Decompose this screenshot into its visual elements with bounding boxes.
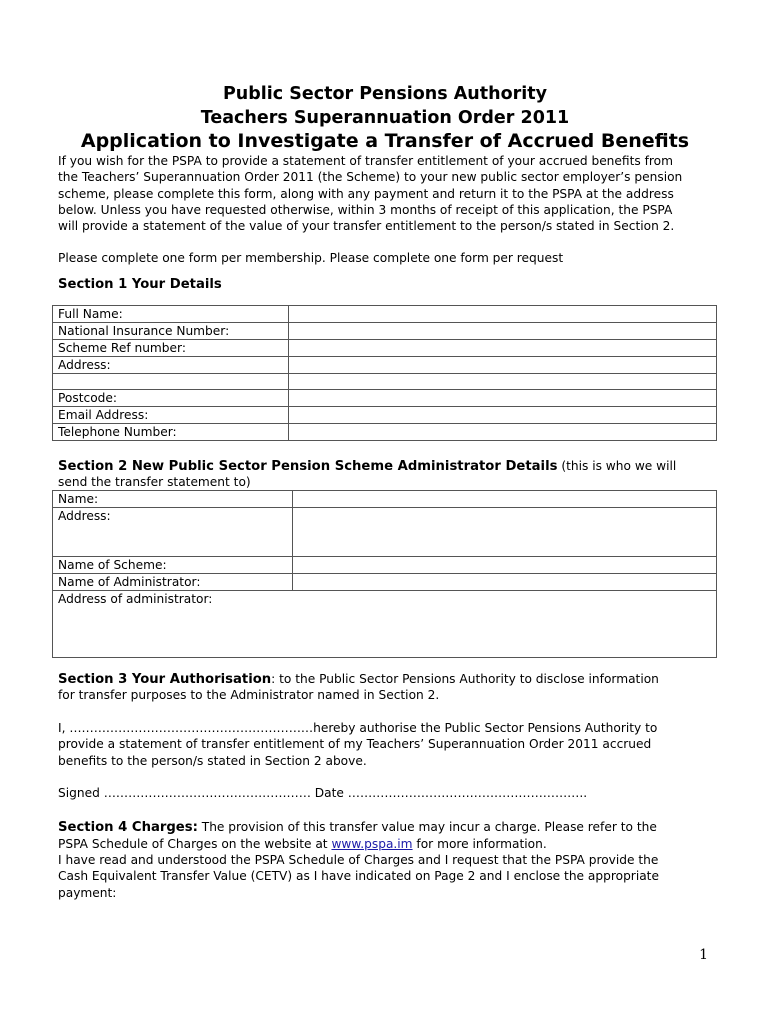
authorisation-line: provide a statement of transfer entitlement of my Teachers’ Superannuation Order 2011 accrued (58, 737, 652, 752)
email-label: Email Address: (58, 408, 149, 422)
section2-heading: Section 2 New Public Sector Pension Scheme Administrator Details (58, 459, 558, 474)
intro-line: If you wish for the PSPA to provide a statement of transfer entitlement of your accrued benefits from (58, 154, 673, 168)
telephone-label: Telephone Number: (58, 425, 177, 439)
admin-name-field[interactable] (293, 491, 716, 507)
administrator-name-label: Name of Administrator: (58, 575, 201, 589)
form-title: Application to Investigate a Transfer of Accrued Benefits (80, 130, 690, 152)
section3-intro: : to the Public Sector Pensions Authority to disclose information (271, 672, 659, 686)
instruction-text: Please complete one form per membership. Please complete one form per request (58, 251, 564, 265)
section3-heading-line (58, 671, 659, 688)
intro-line: scheme, please complete this form, along with any payment and return it to the PSPA at the address (58, 186, 674, 201)
scheme-ref-field[interactable] (289, 340, 716, 356)
ni-number-field[interactable] (289, 323, 716, 339)
section4-heading-line (58, 819, 657, 836)
scheme-name-field[interactable] (293, 557, 716, 573)
charges-line: payment: (58, 885, 117, 900)
section4-text-pre: PSPA Schedule of Charges on the website at (58, 837, 332, 851)
section4-text-post: for more information. (412, 837, 547, 851)
full-name-label: Full Name: (58, 307, 123, 321)
charges-paragraph (58, 852, 718, 901)
admin-address-field[interactable] (293, 508, 716, 556)
admin-name-label: Name: (58, 492, 99, 506)
intro-line: will provide a statement of the value of your transfer entitlement to the person/s stated in Section 2. (58, 219, 675, 234)
intro-line: the Teachers’ Superannuation Order 2011 (the Scheme) to your new public sector employer’s pension (58, 170, 683, 185)
section4-text: The provision of this transfer value may incur a charge. Please refer to the (197, 820, 657, 834)
section3-intro-cont: for transfer purposes to the Administrator named in Section 2. (58, 688, 440, 702)
section1-heading: Section 1 Your Details (58, 277, 222, 292)
authorisation-paragraph (58, 720, 718, 769)
email-field[interactable] (289, 407, 716, 423)
address-field-line1[interactable] (289, 357, 716, 373)
address-field-line2[interactable] (289, 374, 716, 389)
telephone-field[interactable] (289, 424, 716, 440)
order-title: Teachers Superannuation Order 2011 (200, 108, 570, 128)
section2-note: (this is who we will (557, 459, 677, 473)
admin-address-label: Address: (58, 509, 111, 523)
ni-number-label: National Insurance Number: (58, 324, 230, 338)
address-label: Address: (58, 358, 111, 372)
pspa-website-link[interactable]: www.pspa.im (331, 837, 413, 851)
charges-line: Cash Equivalent Transfer Value (CETV) as I have indicated on Page 2 and I enclose the appropriate (58, 869, 659, 884)
postcode-field[interactable] (289, 390, 716, 406)
section4-website-line (58, 836, 547, 852)
scheme-ref-label: Scheme Ref number: (58, 341, 186, 355)
administrator-address-field[interactable] (53, 607, 716, 657)
section3-heading: Section 3 Your Authorisation (58, 672, 272, 687)
authority-title: Public Sector Pensions Authority (222, 84, 548, 104)
postcode-label: Postcode: (58, 391, 117, 405)
section2-heading-line (58, 458, 676, 475)
charges-line: I have read and understood the PSPA Schedule of Charges and I request that the PSPA provide the (58, 853, 659, 867)
scheme-name-label: Name of Scheme: (58, 558, 167, 572)
administrator-address-label: Address of administrator: (58, 592, 213, 606)
administrator-name-field[interactable] (293, 574, 716, 590)
authorisation-line: benefits to the person/s stated in Section 2 above. (58, 753, 367, 768)
signature-date-line[interactable]: Signed …………………………………………… Date ………………………………………………….. (58, 786, 588, 800)
intro-paragraph (58, 153, 718, 234)
authorisation-line: I, ……………………………………………………hereby authorise the Public Sector Pensions Authority to (58, 721, 658, 735)
section2-note-cont: send the transfer statement to) (58, 475, 251, 489)
full-name-field[interactable] (289, 306, 716, 322)
section4-heading: Section 4 Charges: (58, 820, 198, 835)
page-number: 1 (699, 947, 708, 963)
intro-line: below. Unless you have requested otherwise, within 3 months of receipt of this application, the PSPA (58, 202, 673, 217)
